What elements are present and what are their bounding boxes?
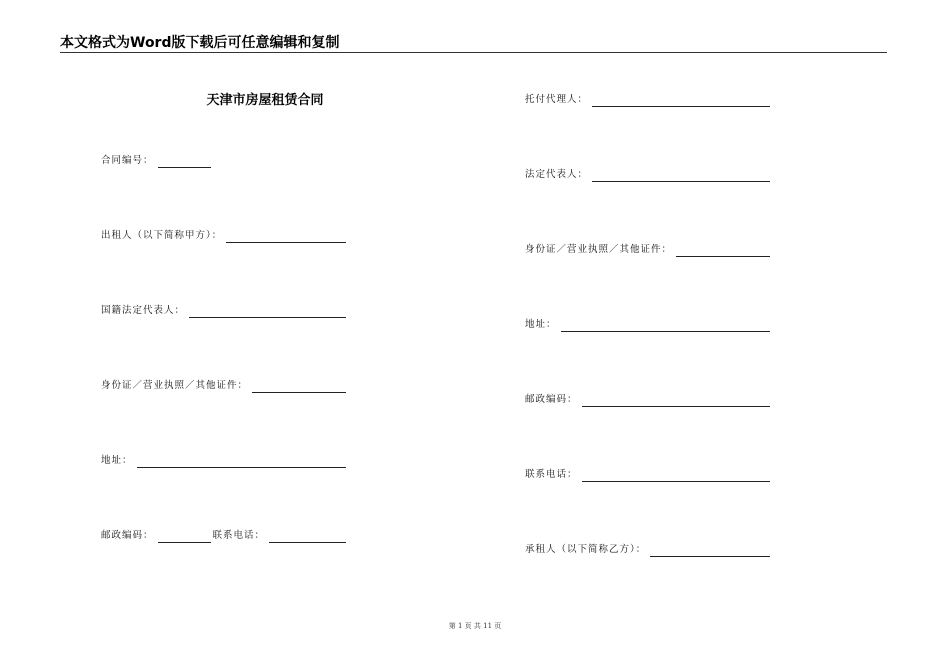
- lessee-phone-label: 联系电话：: [525, 469, 578, 480]
- nationality-legal-rep-label: 国籍法定代表人：: [101, 305, 186, 316]
- lessee-postcode-blank[interactable]: [582, 395, 770, 407]
- lessor-field: [101, 229, 346, 243]
- lessor-id-label: 身份证／营业执照／其他证件：: [101, 380, 249, 391]
- lessee-label: 承租人（以下简称乙方）：: [525, 544, 647, 555]
- nationality-legal-rep-blank[interactable]: [189, 306, 346, 318]
- lessor-postcode-phone-field: [101, 529, 346, 543]
- lessor-phone-label: 联系电话：: [212, 530, 266, 541]
- lessee-id-blank[interactable]: [676, 245, 770, 257]
- lessee-phone-field: [525, 468, 770, 482]
- page-header: [60, 34, 887, 53]
- lessee-legal-rep-label: 法定代表人：: [525, 169, 589, 180]
- lessor-label: 出租人（以下简称甲方）：: [101, 230, 223, 241]
- footer-total-pages: 11: [483, 622, 493, 630]
- lessee-blank[interactable]: [650, 545, 770, 557]
- footer-page-number: 1: [457, 622, 463, 630]
- lessee-legal-rep-field: [525, 168, 770, 182]
- lessee-id-label: 身份证／营业执照／其他证件：: [525, 244, 673, 255]
- lessor-address-label: 地址：: [101, 455, 133, 466]
- lessee-postcode-label: 邮政编码：: [525, 394, 578, 405]
- lessor-id-blank[interactable]: [252, 381, 346, 393]
- page-footer: [0, 621, 950, 631]
- contract-number-field: [101, 154, 211, 168]
- lessee-phone-blank[interactable]: [582, 470, 770, 482]
- lessee-postcode-field: [525, 393, 770, 407]
- lessor-blank[interactable]: [226, 231, 346, 243]
- footer-mid: 页 共: [464, 622, 481, 630]
- footer-prefix: 第: [448, 622, 456, 630]
- lessee-legal-rep-blank[interactable]: [592, 170, 770, 182]
- header-text: 本文格式为Word版下载后可任意编辑和复制: [60, 35, 340, 51]
- lessor-postcode-label: 邮政编码：: [101, 530, 154, 541]
- contract-number-blank[interactable]: [158, 156, 211, 168]
- agent-blank[interactable]: [592, 95, 770, 107]
- lessee-address-field: [525, 318, 770, 332]
- document-title: 天津市房屋租赁合同: [206, 93, 324, 108]
- lessor-address-blank[interactable]: [137, 456, 346, 468]
- lessee-id-field: [525, 243, 770, 257]
- lessor-id-field: [101, 379, 346, 393]
- contract-number-label: 合同编号：: [101, 155, 154, 166]
- lessor-address-field: [101, 454, 346, 468]
- agent-field: [525, 93, 770, 107]
- lessee-address-blank[interactable]: [561, 320, 770, 332]
- agent-label: 托付代理人：: [525, 94, 589, 105]
- lessee-address-label: 地址：: [525, 319, 557, 330]
- footer-suffix: 页: [494, 622, 502, 630]
- lessor-postcode-blank[interactable]: [158, 531, 211, 543]
- lessee-field: [525, 543, 770, 557]
- lessor-phone-blank[interactable]: [269, 531, 346, 543]
- nationality-legal-rep-field: [101, 304, 346, 318]
